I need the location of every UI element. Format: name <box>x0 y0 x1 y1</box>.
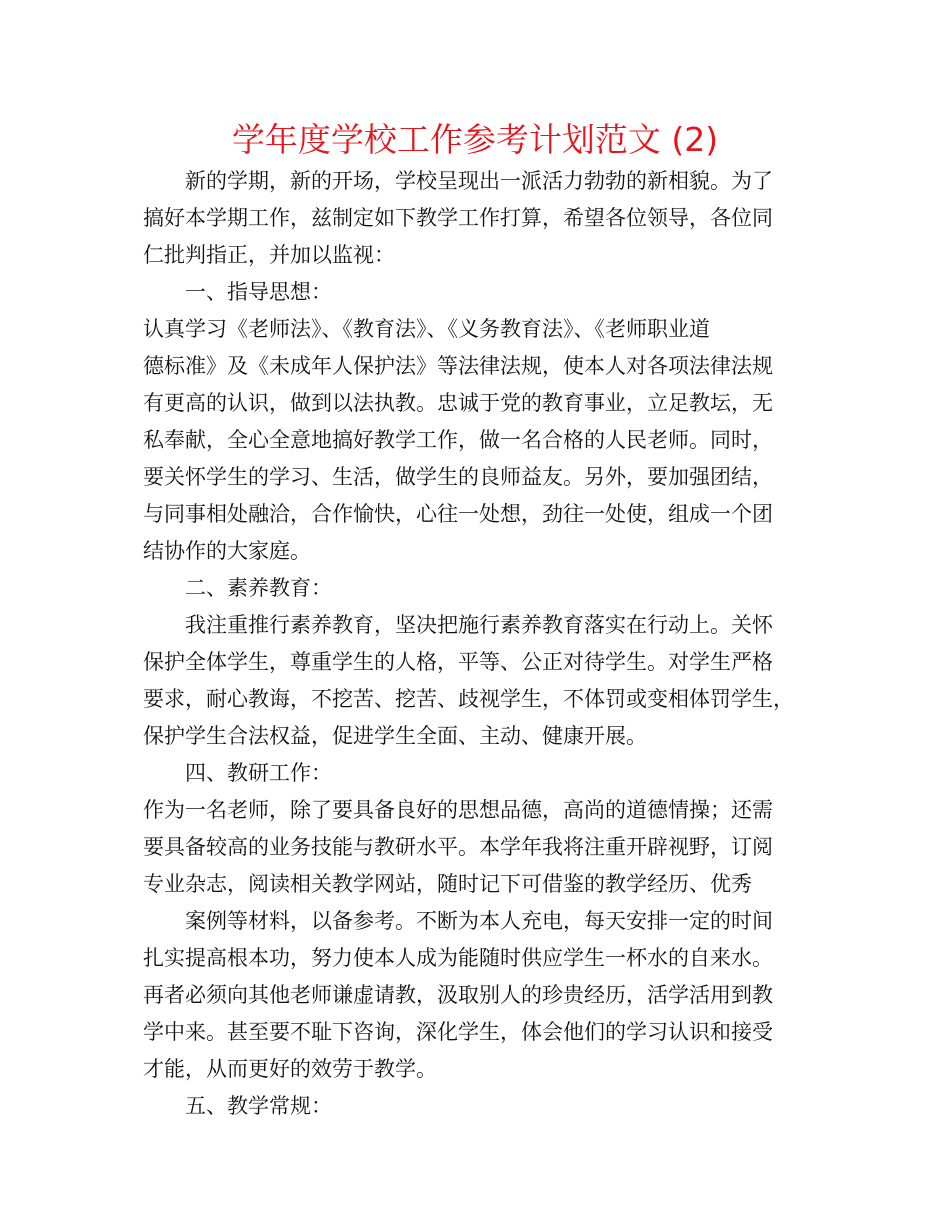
section-heading: 五、教学常规： <box>185 1094 332 1118</box>
paragraph-line: 仁批判指正，并加以监视： <box>143 243 395 267</box>
paragraph-line: 才能，从而更好的效劳于教学。 <box>143 1057 437 1081</box>
paragraph-line: 德标准》及《未成年人保护法》等法律法规，使本人对各项法律法规 <box>143 354 773 378</box>
paragraph-line: 要具备较高的业务技能与教研水平。本学年我将注重开辟视野，订阅 <box>143 835 773 859</box>
paragraph-line: 保护全体学生，尊重学生的人格，平等、公正对待学生。对学生严格 <box>143 650 773 674</box>
paragraph-line: 我注重推行素养教育，坚决把施行素养教育落实在行动上。关怀 <box>185 613 773 637</box>
paragraph-line: 保护学生合法权益，促进学生全面、主动、健康开展。 <box>143 724 647 748</box>
paragraph-line: 与同事相处融洽，合作愉快，心往一处想，劲往一处使，组成一个团 <box>143 502 773 526</box>
paragraph-line: 认真学习《老师法》、《教育法》、《义务教育法》、《老师职业道 <box>143 317 710 341</box>
paragraph-line: 私奉献，全心全意地搞好教学工作，做一名合格的人民老师。同时， <box>143 428 773 452</box>
paragraph-line: 有更高的认识，做到以法执教。忠诚于党的教育事业，立足教坛，无 <box>143 391 773 415</box>
paragraph-line: 专业杂志，阅读相关教学网站，随时记下可借鉴的教学经历、优秀 <box>143 872 752 896</box>
paragraph-line: 学中来。甚至要不耻下咨询，深化学生，体会他们的学习认识和接受 <box>143 1020 773 1044</box>
paragraph-line: 作为一名老师，除了要具备良好的思想品德，高尚的道德情操；还需 <box>143 798 773 822</box>
paragraph-line: 要求，耐心教诲，不挖苦、挖苦、歧视学生，不体罚或变相体罚学生， <box>143 687 794 711</box>
paragraph-line: 案例等材料，以备参考。不断为本人充电，每天安排一定的时间 <box>185 909 773 933</box>
section-heading: 二、素养教育： <box>185 576 332 600</box>
document-title: 学年度学校工作参考计划范文 (2) <box>231 120 719 159</box>
paragraph-line: 结协作的大家庭。 <box>143 539 311 563</box>
paragraph-line: 要关怀学生的学习、生活，做学生的良师益友。另外，要加强团结， <box>143 465 773 489</box>
paragraph-line: 新的学期，新的开场，学校呈现出一派活力勃勃的新相貌。为了 <box>185 169 773 193</box>
paragraph-line: 再者必须向其他老师谦虚请教，汲取别人的珍贵经历，活学活用到教 <box>143 983 773 1007</box>
paragraph-line: 搞好本学期工作，兹制定如下教学工作打算，希望各位领导，各位同 <box>143 206 773 230</box>
paragraph-line: 扎实提高根本功，努力使本人成为能随时供应学生一杯水的自来水。 <box>143 946 773 970</box>
section-heading: 四、教研工作： <box>185 761 332 785</box>
section-heading: 一、指导思想： <box>185 280 332 304</box>
